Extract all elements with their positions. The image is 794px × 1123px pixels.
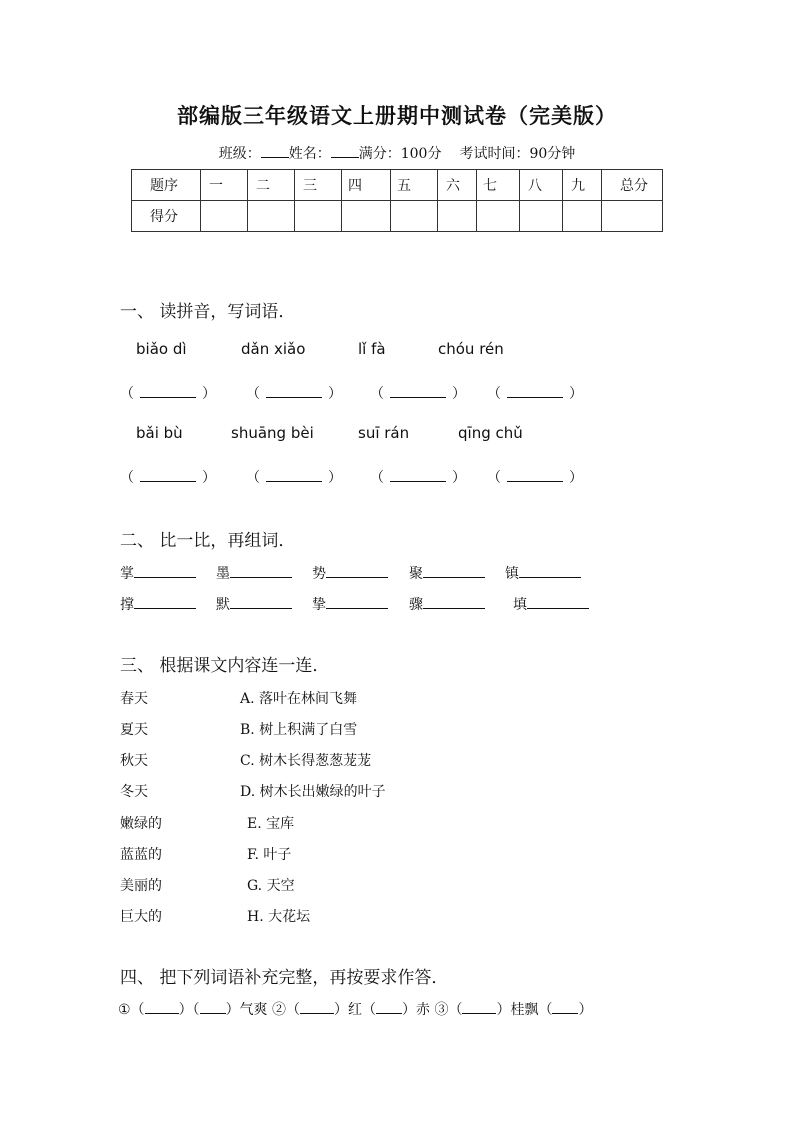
match-left-item[interactable]: 嫩绿的 [120,816,162,832]
match-left-item[interactable]: 春天 [120,691,148,707]
section-4-title: 四、 把下列词语补充完整，再按要求作答． [120,968,449,988]
pinyin-item: bǎi bù [136,424,183,442]
table-cell: 一 [201,170,248,201]
pinyin-item: chóu rén [438,340,504,358]
answer-blank[interactable]: （ ） [120,470,216,486]
table-cell: 题序 [132,170,201,201]
score-cell[interactable] [602,201,663,232]
match-right-item[interactable]: C. 树木长得葱葱茏茏 [240,753,372,769]
name-blank[interactable] [331,145,359,158]
word-blank[interactable]: 掌 [120,563,196,583]
class-blank[interactable] [261,145,289,158]
pinyin-item: shuāng bèi [231,424,314,442]
answer-blank[interactable]: （ ） [120,386,216,402]
table-cell: 八 [520,170,563,201]
exam-meta [0,143,794,163]
match-left-item[interactable]: 秋天 [120,753,148,769]
answer-blank[interactable]: （ ） [246,470,342,486]
section-2-title: 二、 比一比，再组词． [120,531,296,551]
score-cell[interactable] [520,201,563,232]
section-3-title: 三、 根据课文内容连一连． [120,656,330,676]
table-cell: 总分 [602,170,663,201]
pinyin-item: biǎo dì [136,340,187,358]
pinyin-item: qīng chǔ [458,424,523,442]
match-right-item[interactable]: A. 落叶在林间飞舞 [240,691,358,707]
score-cell[interactable] [563,201,602,232]
pinyin-item: suī rán [358,424,410,442]
score-cell[interactable] [391,201,438,232]
match-right-item[interactable]: G. 天空 [247,878,295,894]
section-1-title: 一、 读拼音，写词语． [120,302,296,322]
table-cell: 三 [295,170,342,201]
table-cell: 六 [438,170,477,201]
score-cell[interactable] [342,201,391,232]
match-left-item[interactable]: 夏天 [120,722,148,738]
name-label: 姓名： [288,146,331,162]
table-cell: 九 [563,170,602,201]
answer-blank[interactable]: （ ） [246,386,342,402]
word-blank[interactable]: 填 [513,594,589,614]
score-cell[interactable] [295,201,342,232]
match-left-item[interactable]: 冬天 [120,784,148,800]
match-right-item[interactable]: F. 叶子 [247,847,292,863]
answer-blank[interactable]: （ ） [487,386,583,402]
score-value-row [132,201,663,232]
time-label: 考试时间：90分钟 [459,146,576,162]
score-cell[interactable] [477,201,520,232]
match-right-item[interactable]: D. 树木长出嫩绿的叶子 [240,784,386,800]
table-cell: 二 [248,170,295,201]
match-left-item[interactable]: 蓝蓝的 [120,847,162,863]
answer-blank[interactable]: （ ） [370,470,466,486]
answer-blank[interactable]: （ ） [370,386,466,402]
pinyin-item: dǎn xiǎo [241,340,306,358]
word-blank[interactable]: 默 [216,594,292,614]
table-cell: 七 [477,170,520,201]
page-title: 部编版三年级语文上册期中测试卷（完美版） [177,103,617,128]
match-right-item[interactable]: B. 树上积满了白雪 [240,722,358,738]
match-left-item[interactable]: 美丽的 [120,878,162,894]
match-right-item[interactable]: E. 宝库 [247,816,295,832]
score-cell[interactable] [248,201,295,232]
word-blank[interactable]: 撑 [120,594,196,614]
match-left-item[interactable]: 巨大的 [120,909,162,925]
match-right-item[interactable]: H. 大花坛 [247,909,311,925]
score-table [131,169,663,232]
class-label: 班级： [218,146,261,162]
table-cell: 四 [342,170,391,201]
word-blank[interactable]: 挚 [312,594,388,614]
score-cell[interactable] [201,201,248,232]
idiom-fill-line[interactable]: ①（ ）（ ）气爽 ②（ ）红（ ）赤 ③（ ）桂飘（ ） [118,1002,593,1018]
table-cell: 得分 [132,201,201,232]
score-header-row [132,170,663,201]
full-score-label: 满分：100分 [358,146,442,162]
word-blank[interactable]: 镇 [505,563,581,583]
word-blank[interactable]: 聚 [409,563,485,583]
word-blank[interactable]: 势 [312,563,388,583]
answer-blank[interactable]: （ ） [487,470,583,486]
pinyin-item: lǐ fà [358,340,386,358]
score-cell[interactable] [438,201,477,232]
word-blank[interactable]: 墨 [216,563,292,583]
table-cell: 五 [391,170,438,201]
word-blank[interactable]: 骤 [409,594,485,614]
